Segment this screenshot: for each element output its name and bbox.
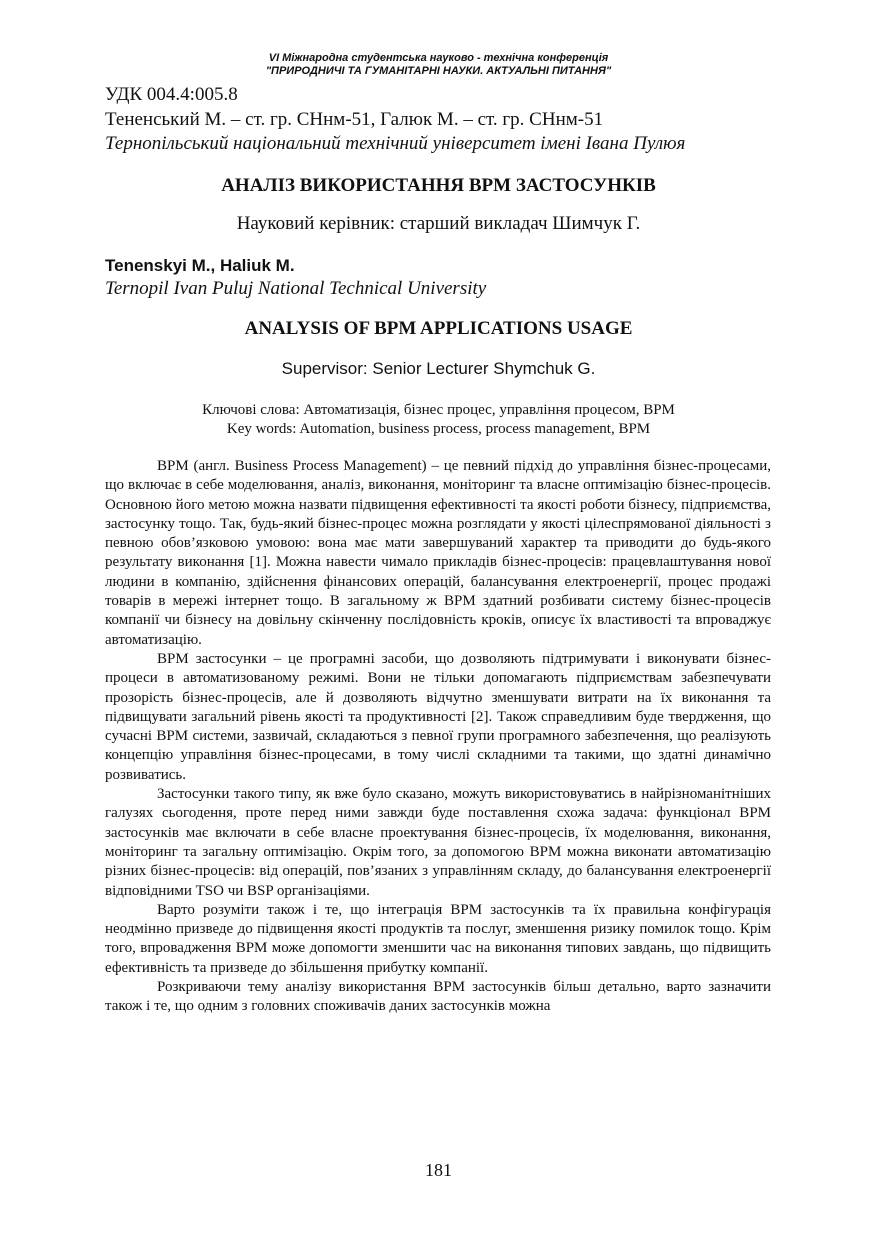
conference-header-line1: VI Міжнародна студентська науково - технічна конференція	[268, 52, 609, 64]
university-en: Ternopil Ivan Puluj National Technical University	[105, 278, 487, 299]
paragraph-2: BPM застосунки – це програмні засоби, що дозволяють підтримувати і виконувати бізнес-процеси в автоматизованому режимі. Вони не тільки допомагають підприємствам забезпечувати прозорість бізнес-процесів, але й дозволяють відчутно зменшувати витрати на їх виконання та підвищувати загальний рівень якості та продуктивності [2]. Також справедливим буде твердження, що сучасні BPM системи, зазвичай, складаються з певної групи програмного забезпечення, що реалізують концепцію управління бізнес-процесами, в тому числі складними та такими, що здатні динамічно розвиватись.	[105, 650, 771, 783]
supervisor-ua: Науковий керівник: старший викладач Шимчук Г.	[236, 213, 641, 234]
title-en: ANALYSIS OF BPM APPLICATIONS USAGE	[244, 318, 633, 339]
paragraph-3: Застосунки такого типу, як вже було сказано, можуть використовуватись в найрізноманітніших галузях сьогодення, проте перед ними завжди буде поставлення схожа задача: функціонал BPM застосунків має включати в себе власне проектування бізнес-процесів, їх моделювання, виконання, моніторинг та загальну оптимізацію. Окрім того, за допомогою BPM можна виконати автоматизацію різних бізнес-процесів: від операцій, пов’язаних з управлінням складу, до балансування електроенергії відповідними TSO чи BSP організаціями.	[105, 786, 771, 899]
supervisor-en: Supervisor: Senior Lecturer Shymchuk G.	[281, 359, 596, 378]
conference-header-line2: "ПРИРОДНИЧІ ТА ГУМАНІТАРНІ НАУКИ. АКТУАЛЬНІ ПИТАННЯ"	[265, 65, 612, 77]
paragraph-5: Розкриваючи тему аналізу використання BPM застосунків більш детально, варто зазначити також і те, що одним з головних споживачів даних застосунків можна	[105, 979, 771, 1015]
title-ua: АНАЛІЗ ВИКОРИСТАННЯ BPM ЗАСТОСУНКІВ	[221, 175, 656, 196]
authors-ua: Тененський М. – ст. гр. СНнм-51, Галюк М. – ст. гр. СНнм-51	[105, 109, 604, 130]
keywords-ua: Ключові слова: Автоматизація, бізнес процес, управління процесом, BPM	[202, 402, 675, 418]
page-number: 181	[425, 1160, 452, 1180]
body-text	[105, 457, 771, 1017]
udk-code: УДК 004.4:005.8	[105, 84, 238, 105]
university-ua: Тернопільський національний технічний університет імені Івана Пулюя	[105, 133, 686, 154]
paragraph-1: BPM (англ. Business Process Management) – це певний підхід до управління бізнес-процесами, що включає в себе моделювання, аналіз, виконання, моніторинг та власне оптимізацію бізнес-процесів. Основною його метою можна назвати підвищення ефективності та якості роботи бізнесу, підприємства, застосунку тощо. Так, будь-який бізнес-процес можна розглядати у якості цілеспрямованої діяльності з певною обов’язковою умовою: вона має мати завершуваний характер та приводити до будь-якого результату виконання [1]. Можна навести чимало прикладів бізнес-процесів: працевлаштування нової людини в компанію, здійснення фінансових операцій, балансування електроенергії, процес продажі товарів в мережі інтернет тощо. В загальному ж BPM здатний розбивати систему бізнес-процесів компанії чи бізнесу на довільну скінченну послідовність кроків, описує їх властивості та впроваджує автоматизацію.	[105, 458, 771, 648]
paragraph-4: Варто розуміти також і те, що інтеграція BPM застосунків та їх правильна конфігурація неодмінно призведе до підвищення якості продуктів та послуг, зменшення ризику помилок тощо. Крім того, впровадження BPM може допомогти зменшити час на виконання типових завдань, що підвищить ефективність та призведе до збільшення прибутку компанії.	[105, 901, 771, 976]
keywords-en: Key words: Automation, business process, process management, BPM	[226, 421, 651, 437]
authors-en: Tenenskyi M., Haliuk M.	[105, 256, 295, 275]
